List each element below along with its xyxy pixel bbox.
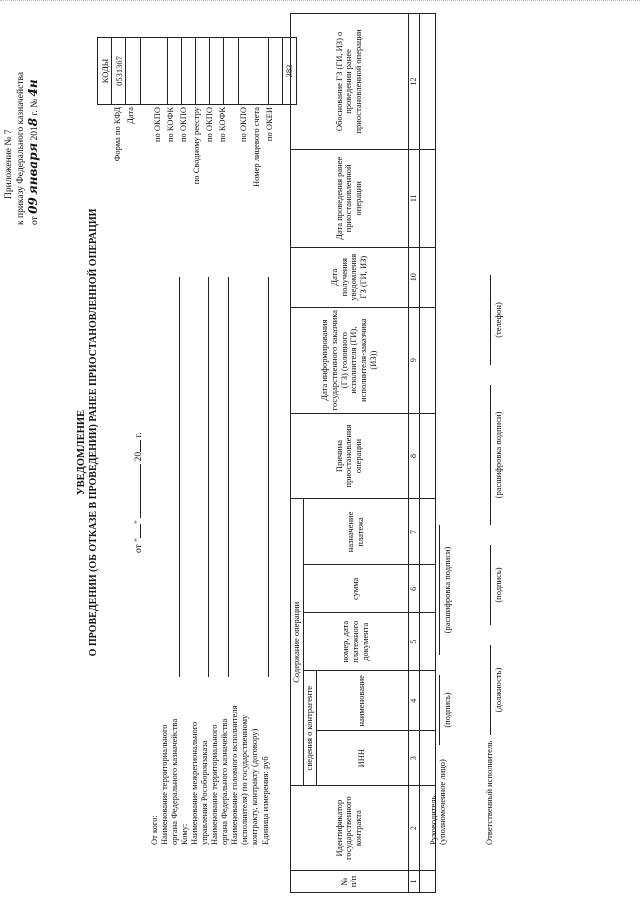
form-label: контракту, контракту (договору) — [249, 728, 259, 845]
order-line: к приказу Федерального казначейства — [16, 71, 26, 225]
column-numbers-row — [408, 14, 419, 893]
col-group-content: Содержание операции — [291, 499, 304, 786]
table-cell[interactable] — [419, 14, 435, 150]
year-prefix: 201 — [30, 126, 40, 141]
decryption-line[interactable] — [490, 385, 491, 525]
table-cell[interactable] — [419, 613, 435, 671]
decryption-caption: (расшифровка подписи) — [493, 411, 503, 499]
okei-cell[interactable]: 383 — [282, 38, 296, 105]
table-cell[interactable] — [419, 247, 435, 307]
handwritten-number: 4н — [26, 79, 40, 97]
form-code-cell[interactable]: 0531367 — [112, 38, 126, 105]
column-number: 6 — [408, 565, 419, 613]
column-number: 9 — [408, 307, 419, 413]
form-label: Кому: — [179, 823, 189, 845]
table-cell[interactable] — [419, 671, 435, 731]
kofk-cell[interactable] — [167, 38, 181, 105]
codes-table — [97, 37, 297, 105]
signature-line[interactable] — [439, 675, 440, 745]
col-header-reason: Причина приостановления операции — [291, 413, 409, 499]
handwritten-year-digit: 8 — [26, 117, 40, 127]
code-label: по ОКЕИ — [264, 107, 274, 142]
fill-line — [208, 277, 209, 677]
date-cell[interactable] — [126, 38, 140, 105]
table-cell[interactable] — [419, 149, 435, 247]
form-label: Наименование межрегионального — [189, 721, 199, 845]
number-label: г. № — [30, 98, 40, 116]
date-line: от "" 20 г. — [134, 432, 144, 553]
order-date-line — [26, 79, 41, 225]
table-row[interactable] — [419, 14, 435, 893]
table-cell[interactable] — [419, 413, 435, 499]
decryption-line[interactable] — [439, 525, 440, 655]
col-header-name: наименование — [316, 671, 408, 731]
svod-cell[interactable] — [195, 38, 209, 105]
table-cell[interactable] — [419, 307, 435, 413]
column-number: 3 — [408, 731, 419, 786]
form-label-from: От кого: — [149, 815, 159, 845]
col-header-inn: ИНН — [316, 731, 408, 786]
okpo-cell[interactable] — [210, 38, 224, 105]
col-header-doc: номер, дата платежного документа — [303, 613, 408, 671]
column-number: 10 — [408, 247, 419, 307]
col-header-purpose: назначение платежа — [303, 499, 408, 565]
code-label: по КОФК — [165, 107, 175, 143]
account-cell[interactable] — [268, 38, 282, 105]
code-label: по Сводному реестру — [191, 107, 201, 185]
form-label: органа Федерального казначейства — [219, 718, 229, 845]
code-label: по ОКПО — [238, 107, 248, 143]
table-cell[interactable] — [419, 565, 435, 613]
handwritten-day: 09 — [26, 197, 40, 214]
form-label: Наименование территориального — [159, 724, 169, 845]
signature-caption: (подпись) — [442, 692, 452, 728]
form-label: Единица измерения: руб — [260, 756, 270, 845]
date-prefix: от — [30, 216, 40, 225]
form-label: Наименование территориального — [209, 724, 219, 845]
code-label: по ОКПО — [152, 107, 162, 143]
col-header-sum: сумма — [303, 565, 408, 613]
column-number: 8 — [408, 413, 419, 499]
col-header-exec-date: Дата проведения ранее приостановленной операции — [291, 149, 409, 247]
notice-subtitle: О ПРОВЕДЕНИИ (ОБ ОТКАЗЕ В ПРОВЕДЕНИИ) РАНЕЕ ПРИОСТАНОВЛЕННОЙ ОПЕРАЦИИ — [88, 208, 99, 657]
fill-line — [268, 277, 269, 677]
form-code-label: Форма по КФД — [112, 107, 122, 162]
signature-caption: (подпись) — [493, 567, 503, 603]
notice-title: УВЕДОМЛЕНИЕ — [76, 409, 87, 496]
operations-table — [290, 13, 436, 893]
fill-line — [179, 277, 180, 677]
code-label: Номер лицевого счета — [251, 107, 261, 187]
column-number: 12 — [408, 14, 419, 150]
form-label: органа Федерального казначейства — [169, 718, 179, 845]
phone-caption: (телефон) — [493, 302, 503, 338]
head-label: Руководитель — [428, 795, 438, 845]
position-line[interactable] — [490, 645, 491, 735]
table-cell[interactable] — [419, 871, 435, 893]
okpo-cell[interactable] — [238, 38, 268, 105]
col-header-contract-id: Идентификатор государственного контракта — [291, 786, 409, 871]
responsible-label: Ответственный исполнитель — [484, 740, 494, 845]
column-number: 11 — [408, 149, 419, 247]
fill-line — [228, 277, 229, 677]
position-caption: (должность) — [493, 667, 503, 713]
column-number: 2 — [408, 786, 419, 871]
okpo-cell[interactable] — [140, 38, 167, 105]
column-number: 4 — [408, 671, 419, 731]
phone-line[interactable] — [490, 275, 491, 365]
code-label: по ОКПО — [204, 107, 214, 143]
date-code-label: Дата — [125, 107, 135, 124]
table-cell[interactable] — [419, 499, 435, 565]
head-sublabel: (уполномоченное лицо) — [437, 759, 447, 845]
codes-header: КОДЫ — [98, 38, 112, 105]
col-header-no: № п/п — [291, 871, 409, 893]
column-number: 5 — [408, 613, 419, 671]
column-number: 1 — [408, 871, 419, 893]
signature-line[interactable] — [490, 545, 491, 625]
code-label: по КОФК — [217, 107, 227, 143]
code-label: по ОКПО — [178, 107, 188, 143]
handwritten-month: января — [26, 142, 40, 195]
decryption-caption: (расшифровка подписи) — [442, 546, 452, 634]
appendix-label: Приложение № 7 — [4, 129, 14, 199]
col-group-counterparty: сведения о контрагенте — [303, 671, 316, 786]
kofk-cell[interactable] — [224, 38, 238, 105]
form-label: управления Рособоронзаказа — [199, 740, 209, 845]
col-header-inform-date: Дата информирования государственного заказчика (ГЗ) (головного исполнителя (ГИ), исполнителя-заказчика (ИЗ)) — [291, 307, 409, 413]
okpo-cell[interactable] — [181, 38, 195, 105]
form-label: (исполнителя) по государственному — [239, 714, 249, 845]
col-header-basis: Обоснование ГЗ (ГИ, ИЗ) о проведении ранее приостановленной операции — [291, 14, 409, 150]
col-header-receive-date: Дата получения уведомления ГЗ (ГИ, ИЗ) — [291, 247, 409, 307]
column-number: 7 — [408, 499, 419, 565]
table-cell[interactable] — [419, 731, 435, 786]
form-label: Наименование головного исполнителя — [229, 705, 239, 845]
